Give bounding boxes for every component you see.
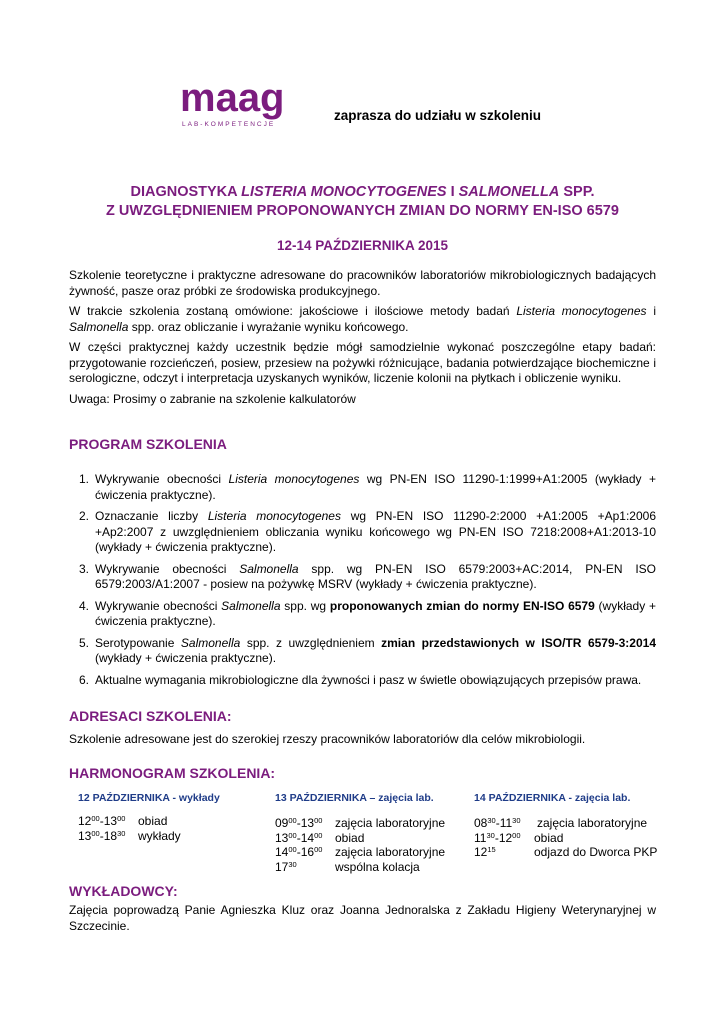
program-item: 4. Wykrywanie obecności Salmonella spp. wg proponowanych zmian do normy EN-ISO 6579 (wykłady + ćwiczenia praktyczne). — [79, 598, 657, 628]
intro-section — [69, 268, 656, 407]
title-line-1: DIAGNOSTYKA LISTERIA MONOCYTOGENES I SALMONELLA SPP. — [130, 184, 595, 200]
title-line-2: Z UWZGLĘDNIENIEM PROPONOWANYCH ZMIAN DO NORMY EN-ISO 6579 — [106, 203, 619, 219]
schedule-day-heading: 12 PAŹDZIERNIKA - wykłady — [78, 792, 220, 804]
wykladowcy-text: Zajęcia poprowadzą Panie Agnieszka Kluz oraz Joanna Jednoralska z Zakładu Higieny Weterynaryjnej w Szczecinie. — [69, 903, 656, 933]
intro-p2: W trakcie szkolenia zostaną omówione: jakościowe i ilościowe metody badań Listeria monocytogenes i Salmonella spp. oraz obliczanie i wyrażanie wyniku końcowego. — [69, 304, 656, 334]
schedule-row: $17^{30}$ wspólna kolacja — [275, 859, 420, 874]
program-item: 1. Wykrywanie obecności Listeria monocytogenes wg PN-EN ISO 11290-1:1999+A1:2005 (wykłady + ćwiczenia praktyczne). — [79, 472, 656, 502]
schedule-row: $14^{00}-16^{00}$ zajęcia laboratoryjne — [275, 845, 446, 859]
maag-logo — [180, 78, 310, 130]
program-item: 2. Oznaczanie liczby Listeria monocytogenes wg PN-EN ISO 11290-2:2000 +A1:2005 +Ap1:2006 +Ap2:2007 z uwzględnieniem obliczania wyniku końcowego wg PN-EN ISO 7218:2008+A1:2013-10 (wykłady + ćwiczenia praktyczne). — [79, 509, 656, 554]
schedule-day-heading: 14 PAŹDZIERNIKA - zajęcia lab. — [474, 792, 631, 804]
intro-p1: Szkolenie teoretyczne i praktyczne adresowane do pracowników laboratoriów mikrobiologicznych badających żywność, pasze oraz próbki ze środowiska produkcyjnego. — [69, 268, 656, 298]
logo-subtitle: LAB-KOMPETENCJE — [182, 121, 276, 128]
schedule-row: $08^{30}-11^{30}$ zajęcia laboratoryjne — [474, 816, 648, 830]
adresaci-text: Szkolenie adresowane jest do szerokiej rzeszy pracowników laboratoriów dla celów mikrobiologii. — [69, 732, 586, 746]
schedule-row: $13^{00}-14^{00}$ obiad — [275, 830, 365, 845]
schedule-day-1 — [78, 792, 220, 843]
schedule-day-2 — [275, 792, 445, 874]
program-item: 5. Serotypowanie Salmonella spp. z uwzględnieniem zmian przedstawionych w ISO/TR 6579-3:2014 (wykłady + ćwiczenia praktyczne). — [79, 635, 657, 665]
program-list — [69, 472, 656, 694]
intro-p4: Uwaga: Prosimy o zabranie na szkolenie kalkulatorów — [69, 391, 356, 406]
adresaci-heading: ADRESACI SZKOLENIA: — [69, 708, 232, 724]
logo-text: maag — [180, 78, 285, 120]
schedule-row: $11^{30}-12^{00}$ obiad — [474, 830, 564, 845]
schedule-day-3 — [474, 792, 657, 860]
schedule-row: $12^{00}-13^{00}$ obiad — [78, 814, 168, 828]
event-date: 12-14 PAŹDZIERNIKA 2015 — [276, 238, 449, 253]
program-item: 3. Wykrywanie obecności Salmonella spp. wg PN-EN ISO 6579:2003+AC:2014, PN-EN ISO 6579:2003/A1:2007 - posiew na pożywkę MSRV (wykłady + ćwiczenia praktyczne). — [79, 561, 657, 591]
schedule-row: $09^{00}-13^{00}$ zajęcia laboratoryjne — [275, 816, 446, 830]
schedule-row: $12^{15}$ odjazd do Dworca PKP — [474, 845, 658, 859]
intro-p3: W części praktycznej każdy uczestnik będzie mógł samodzielnie wykonać poszczególne etapy badań: przygotowanie rozcieńczeń, posiew, przesiew na pożywki różnicujące, badania potwierdzające biochemiczne i serologiczne, odczyt i interpretacja uzyskanych wyników, liczenie kolonii na płytkach i obliczenie wyniku. — [69, 340, 656, 385]
harmonogram-heading: HARMONOGRAM SZKOLENIA: — [69, 765, 276, 781]
schedule-day-heading: 13 PAŹDZIERNIKA – zajęcia lab. — [275, 792, 434, 804]
program-item: 6. Aktualne wymagania mikrobiologiczne dla żywności i pasz w świetle obowiązujących przepisów prawa. — [79, 672, 642, 687]
wykladowcy-heading: WYKŁADOWCY: — [69, 883, 178, 899]
program-heading: PROGRAM SZKOLENIA — [69, 436, 227, 452]
schedule-row: $13^{00}-18^{30}$ wykłady — [78, 828, 181, 843]
invite-text: zaprasza do udziału w szkoleniu — [334, 108, 542, 123]
